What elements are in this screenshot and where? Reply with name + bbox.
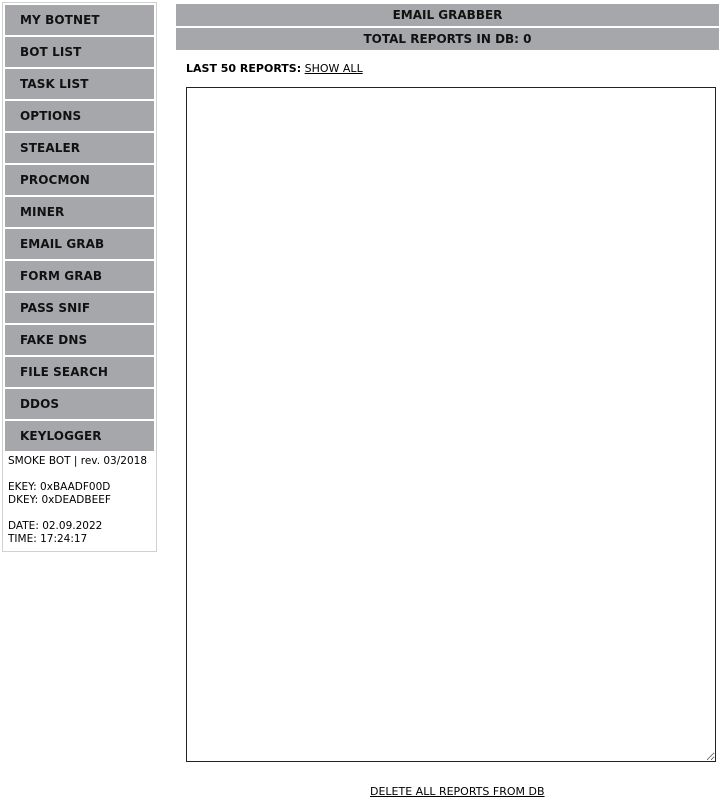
delete-all-reports-link[interactable]: DELETE ALL REPORTS FROM DB [370, 785, 545, 798]
nav-miner[interactable]: MINER [5, 197, 154, 227]
nav-task-list[interactable]: TASK LIST [5, 69, 154, 99]
nav-bot-list[interactable]: BOT LIST [5, 37, 154, 67]
time-text: TIME: 17:24:17 [8, 533, 88, 545]
nav-procmon[interactable]: PROCMON [5, 165, 154, 195]
nav-my-botnet[interactable]: MY BOTNET [5, 5, 154, 35]
page-title: EMAIL GRABBER [176, 4, 719, 26]
sidebar [2, 2, 157, 552]
nav-pass-snif[interactable]: PASS SNIF [5, 293, 154, 323]
nav-fake-dns[interactable]: FAKE DNS [5, 325, 154, 355]
nav-email-grab[interactable]: EMAIL GRAB [5, 229, 154, 259]
bot-info [3, 451, 156, 546]
total-reports-bar: TOTAL REPORTS IN DB: 0 [176, 28, 719, 50]
reports-textarea[interactable] [186, 87, 716, 762]
show-all-link[interactable]: SHOW ALL [304, 62, 363, 75]
nav-file-search[interactable]: FILE SEARCH [5, 357, 154, 387]
nav-form-grab[interactable]: FORM GRAB [5, 261, 154, 291]
nav-keylogger[interactable]: KEYLOGGER [5, 421, 154, 451]
dkey-text: DKEY: 0xDEADBEEF [8, 494, 111, 506]
date-text: DATE: 02.09.2022 [8, 520, 103, 532]
last-reports-line [186, 62, 363, 75]
ekey-text: EKEY: 0xBAADF00D [8, 481, 111, 493]
nav-ddos[interactable]: DDOS [5, 389, 154, 419]
version-text: SMOKE BOT | rev. 03/2018 [8, 455, 147, 467]
nav-options[interactable]: OPTIONS [5, 101, 154, 131]
last-reports-label: LAST 50 REPORTS: [186, 62, 302, 75]
nav-stealer[interactable]: STEALER [5, 133, 154, 163]
